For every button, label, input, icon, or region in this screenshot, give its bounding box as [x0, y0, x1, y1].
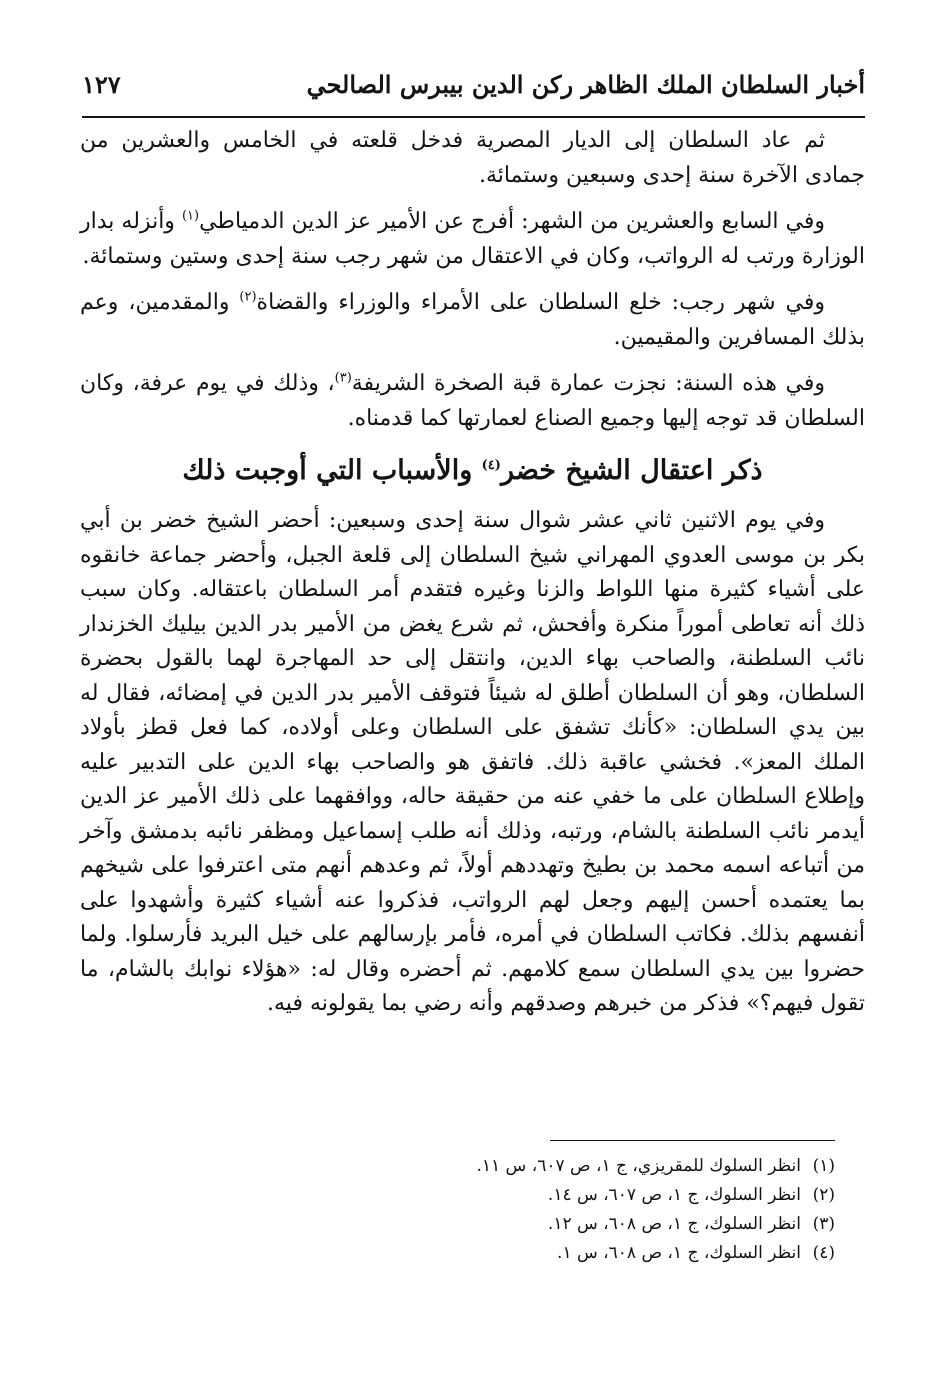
heading-text: والأسباب التي أوجبت ذلك — [182, 455, 482, 486]
paragraph-text: ثم عاد السلطان إلى الديار المصرية فدخل قلعته في الخامس والعشرين من جمادى الآخرة سنة إحدى وسبعين وستمائة. — [80, 128, 865, 188]
paragraph-2 — [80, 205, 865, 274]
paragraph-text: وفي يوم الاثنين ثاني عشر شوال سنة إحدى وسبعين: أحضر الشيخ خضر بن أبي بكر بن موسى العدوي المهراني شيخ السلطان إلى قلعة الجبل، وأحضر جماعة خانقوه على أشياء كثيرة منها اللواط والزنا وغيره فتقدم أمر السلطان باعتقاله. وكان سبب ذلك أنه تعاطى أموراً منكرة وأفحش، ثم شرع يغض من الأمير بدر الدين بيليك الخزندار نائب السلطنة، والصاحب بهاء الدين، وانتقل إلى حد المهاجرة لهما بالقول بحضرة السلطان، وهو أن السلطان أطلق له شيئاً فتوقف الأمير بدر الدين في إمضائه، فقال له بين يدي السلطان: «كأنك تشفق على السلطان وعلى أولاده، كما فعل قطز بأولاد الملك المعز». فخشي عاقبة ذلك. فاتفق هو والصاحب بهاء الدين على التدبير عليه وإطلاع السلطان على ما خفي عنه من حقيقة حاله، ووافقهما على ذلك الأمير عز الدين أيدمر نائب السلطنة بالشام، ورتبه، وذلك أنه طلب إسماعيل ومظفر نائبه بدمشق وآخر من أتباعه اسمه محمد بن بطيخ وتهددهم أولاً، ثم وعدهم أنهم متى اعترفوا على شيخهم بما يعتمده أحسن إليهم وجعل لهم الرواتب، فذكروا عنه أشياء كثيرة وأشهدوا على أنفسهم بذلك. فكاتب السلطان في أمره، فأمر بإرسالهم على خيل البريد فأرسلوا. ولما حضروا بين يدي السلطان سمع كلامهم. ثم أحضره وقال له: «هؤلاء نوابك بالشام، ما تقول فيهم؟» فذكر من خبرهم وصدقهم وأنه رضي بما يقولونه فيه. — [80, 508, 866, 1016]
footnote-text: انظر السلوك، ج ١، ص ٦٠٨، س ١. — [557, 1243, 801, 1263]
paragraph-4 — [80, 367, 865, 436]
footnote-1 — [300, 1152, 835, 1181]
section-heading — [80, 448, 865, 494]
footnote-4 — [300, 1239, 835, 1268]
paragraph-text: وأنزله بدار الوزارة ورتب له الرواتب، وكان في الاعتقال من شهر رجب سنة إحدى وستين وستمائة. — [80, 209, 865, 269]
running-title: أخبار السلطان الملك الظاهر ركن الدين بيبرس الصالحي — [306, 70, 865, 99]
footnote-text: انظر السلوك، ج ١، ص ٦٠٨، س ١٢. — [547, 1214, 801, 1234]
running-header — [82, 70, 865, 110]
section-body — [80, 504, 865, 1022]
paragraph-text: ، وذلك في يوم عرفة، وكان السلطان قد توجه إليها وجميع الصناع لعمارتها كما قدمناه. — [80, 371, 865, 431]
footnote-text: انظر السلوك، ج ١، ص ٦٠٧، س ١٤. — [547, 1185, 801, 1205]
paragraph-1 — [80, 124, 865, 193]
footnote-2 — [300, 1181, 835, 1210]
footnote-separator — [550, 1140, 835, 1141]
paragraph-text: وفي شهر رجب: خلع السلطان على الأمراء والوزراء والقضاة — [256, 290, 825, 315]
footnotes — [300, 1152, 835, 1268]
footnote-number: (١) — [812, 1156, 835, 1176]
footnote-number: (٣) — [812, 1214, 835, 1234]
footnote-number: (٤) — [812, 1243, 835, 1263]
paragraph-text: والمقدمين، وعم بذلك المسافرين والمقيمين. — [80, 290, 865, 350]
main-text — [80, 124, 865, 1034]
footnote-reference: (١) — [181, 208, 200, 224]
page-number: ١٢٧ — [82, 70, 121, 99]
footnote-reference: (٢) — [239, 289, 257, 305]
paragraph-3 — [80, 286, 865, 355]
footnote-number: (٢) — [812, 1185, 835, 1205]
header-rule — [82, 116, 865, 118]
footnote-3 — [300, 1210, 835, 1239]
footnote-text: انظر السلوك للمقريزي، ج ١، ص ٦٠٧، س ١١. — [476, 1156, 801, 1176]
footnote-reference: (٤) — [481, 458, 501, 473]
paragraph-text: وفي هذه السنة: نجزت عمارة قبة الصخرة الشريفة — [351, 371, 825, 396]
footnote-reference: (٣) — [334, 370, 352, 386]
heading-text: ذكر اعتقال الشيخ خضر — [500, 455, 763, 486]
paragraph-text: وفي السابع والعشرين من الشهر: أفرج عن الأمير عز الدين الدمياطي — [199, 209, 826, 234]
